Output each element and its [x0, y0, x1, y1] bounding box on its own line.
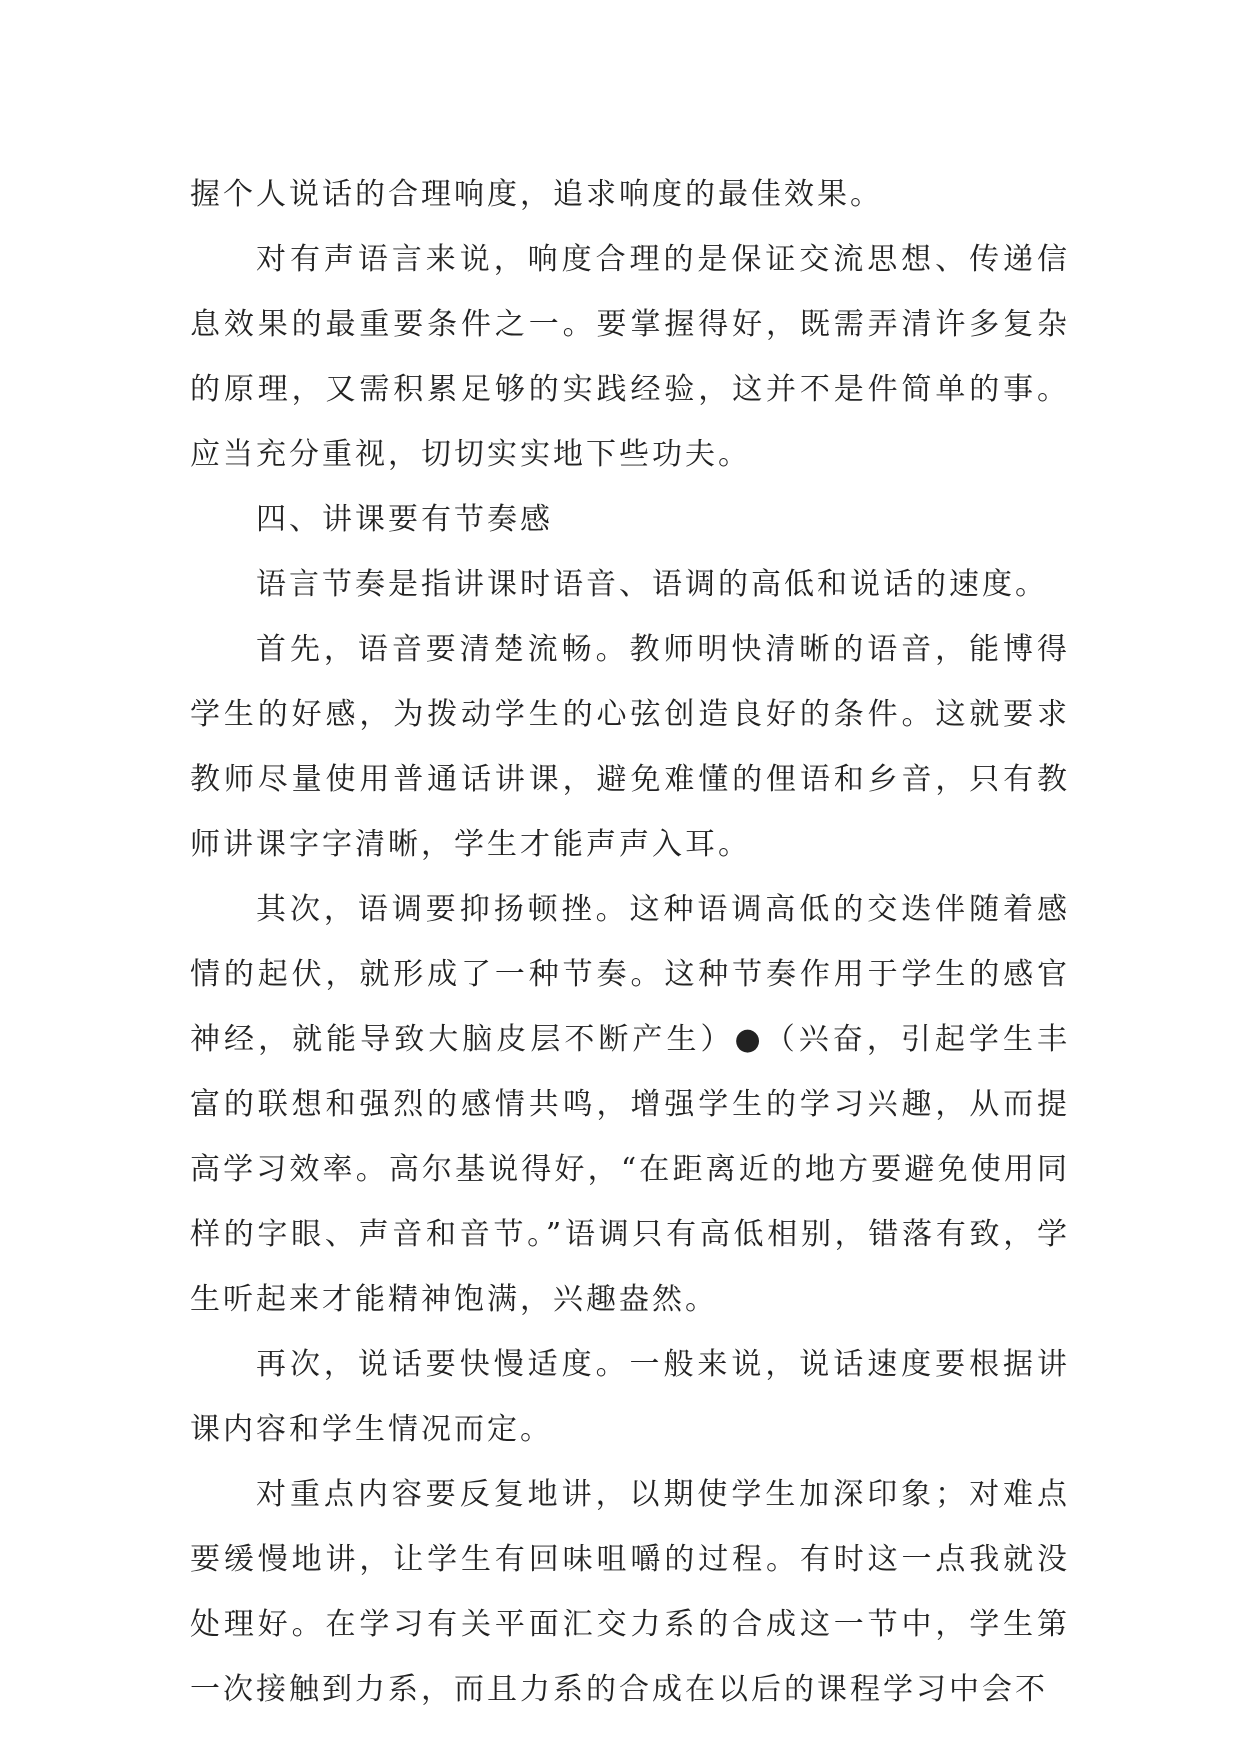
paragraph-key-points: 对重点内容要反复地讲，以期使学生加深印象；对难点要缓慢地讲，让学生有回味咀嚼的过程。有时这一点我就没处理好。在学习有关平面汇交力系的合成这一节中，学生第一次接触到力系，而且力系的合成在以后的课程学习中会不 — [190, 1477, 1070, 1707]
section-heading-rhythm: 四、讲课要有节奏感 — [256, 502, 553, 537]
body-text — [190, 162, 1070, 1722]
paragraph-speech-speed: 再次，说话要快慢适度。一般来说，说话速度要根据讲课内容和学生情况而定。 — [190, 1347, 1070, 1447]
paragraph-loudness-summary: 对有声语言来说，响度合理的是保证交流思想、传递信息效果的最重要条件之一。要掌握得好，既需弄清许多复杂的原理，又需积累足够的实践经验，这并不是件简单的事。应当充分重视，切切实实地下些功夫。 — [190, 242, 1070, 472]
paragraph-clear-speech: 首先，语音要清楚流畅。教师明快清晰的语音，能博得学生的好感，为拨动学生的心弦创造良好的条件。这就要求教师尽量使用普通话讲课，避免难懂的俚语和乡音，只有教师讲课字字清晰，学生才能声声入耳。 — [190, 632, 1070, 862]
paragraph-intonation: 其次，语调要抑扬顿挫。这种语调高低的交迭伴随着感情的起伏，就形成了一种节奏。这种节奏作用于学生的感官神经，就能导致大脑皮层不断产生）●（兴奋，引起学生丰富的联想和强烈的感情共鸣，增强学生的学习兴趣，从而提高学习效率。高尔基说得好，“在距离近的地方要避免使用同样的字眼、声音和音节。”语调只有高低相别，错落有致，学生听起来才能精神饱满，兴趣盎然。 — [190, 892, 1070, 1317]
paragraph-continuation: 握个人说话的合理响度，追求响度的最佳效果。 — [190, 177, 883, 212]
paragraph-rhythm-definition: 语言节奏是指讲课时语音、语调的高低和说话的速度。 — [256, 567, 1048, 602]
